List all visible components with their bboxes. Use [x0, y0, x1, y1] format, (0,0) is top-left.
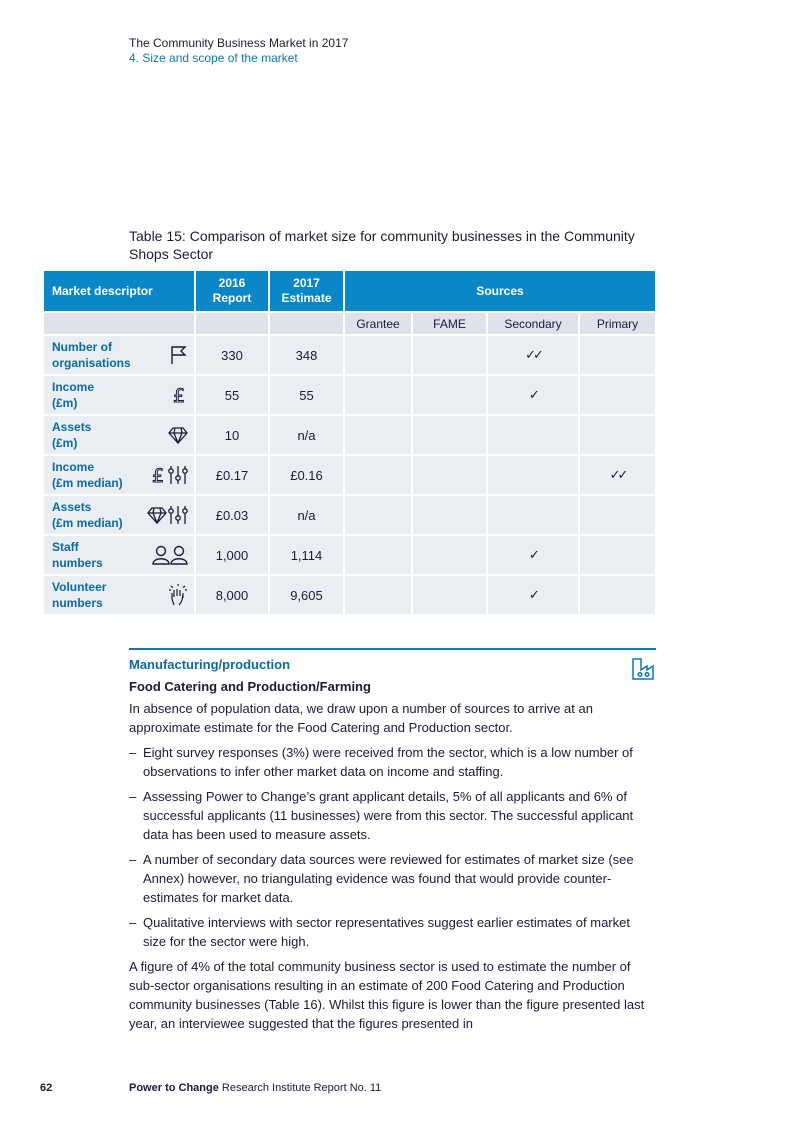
market-size-table	[42, 269, 657, 616]
col-header-descriptor: Market descriptor	[44, 271, 194, 311]
table-row: Assets (£m) 10 n/a	[44, 416, 655, 454]
diamond-median-icon	[147, 504, 188, 526]
section-heading: Manufacturing/production	[129, 657, 291, 672]
list-item: – A number of secondary data sources were reviewed for estimates of market size (see Annex) however, no triangulating evidence was found that would provide counter-estimates for market data.	[129, 852, 634, 905]
raised-hand-icon	[168, 584, 188, 606]
factory-icon	[632, 658, 654, 685]
document-title: The Community Business Market in 2017	[129, 36, 349, 50]
row-descriptor: Number of organisations	[44, 336, 194, 374]
col-header-fame: FAME	[413, 313, 486, 334]
row-descriptor: Volunteer numbers	[44, 576, 194, 614]
check-icon: ✓	[488, 376, 578, 414]
footer-brand: Power to Change Research Institute Report No. 11	[129, 1082, 382, 1094]
table-row: Income (£m median) £ £0.17 £0.16 ✓✓	[44, 456, 655, 494]
closing-paragraph: A figure of 4% of the total community business sector is used to estimate the number of sub-sector organisations resulting in an estimate of 200 Food Catering and Production community businesses (Table 16). Whilst this figure is lower than the figure presented last year, an interviewee suggested that the figures presented in	[129, 959, 645, 1031]
flag-icon	[170, 344, 188, 366]
table-row: Staff numbers 1,000 1,114 ✓	[44, 536, 655, 574]
pound-median-icon	[151, 464, 188, 486]
check-icon: ✓✓	[580, 456, 655, 494]
check-icon: ✓	[488, 536, 578, 574]
sliders-icon	[168, 505, 188, 525]
people-icon	[152, 544, 188, 566]
table-subheader-row	[44, 313, 655, 334]
sector-section	[129, 648, 656, 1033]
check-icon: ✓	[488, 576, 578, 614]
col-header-2016: 2016 Report	[196, 271, 268, 311]
table-row: Assets (£m median) £0.03 n/a	[44, 496, 655, 534]
svg-text:£: £	[173, 385, 186, 405]
col-header-secondary: Secondary	[488, 313, 578, 334]
table-caption: Table 15: Comparison of market size for community businesses in the Community Shops Sector	[129, 228, 635, 262]
diamond-icon	[168, 424, 188, 446]
intro-paragraph: In absence of population data, we draw upon a number of sources to arrive at an approximate estimate for the Food Catering and Production sector.	[129, 701, 593, 735]
list-item: – Qualitative interviews with sector representatives suggest earlier estimates of market size for the sector were high.	[129, 915, 630, 949]
row-descriptor: Income (£m median) £	[44, 456, 194, 494]
col-header-sources: Sources	[345, 271, 655, 311]
pound-icon	[172, 384, 188, 406]
list-item: – Assessing Power to Change’s grant applicant details, 5% of all applicants and 6% of successful applicants (11 businesses) were from this sector. The successful applicant data has been used to measure assets.	[129, 789, 634, 842]
row-descriptor: Income (£m) £	[44, 376, 194, 414]
list-item: – Eight survey responses (3%) were received from the sector, which is a low number of observations to infer other market data on income and staffing.	[129, 745, 633, 779]
sliders-icon	[168, 465, 188, 485]
table-row: Income (£m) £ 55 55 ✓	[44, 376, 655, 414]
bullet-list	[129, 743, 656, 951]
row-descriptor: Staff numbers	[44, 536, 194, 574]
section-subheading: Food Catering and Production/Farming	[129, 679, 371, 694]
page-number: 62	[40, 1082, 53, 1094]
running-header	[129, 36, 348, 66]
svg-text:£: £	[152, 465, 165, 485]
row-descriptor: Assets (£m median)	[44, 496, 194, 534]
col-header-primary: Primary	[580, 313, 655, 334]
row-descriptor: Assets (£m)	[44, 416, 194, 454]
table-row: Number of organisations 330 348 ✓✓	[44, 336, 655, 374]
chapter-title: 4. Size and scope of the market	[129, 51, 298, 65]
col-header-2017: 2017 Estimate	[270, 271, 343, 311]
check-icon: ✓✓	[488, 336, 578, 374]
table-header-row	[44, 271, 655, 311]
col-header-grantee: Grantee	[345, 313, 411, 334]
table-row: Volunteer numbers 8,000 9,605 ✓	[44, 576, 655, 614]
